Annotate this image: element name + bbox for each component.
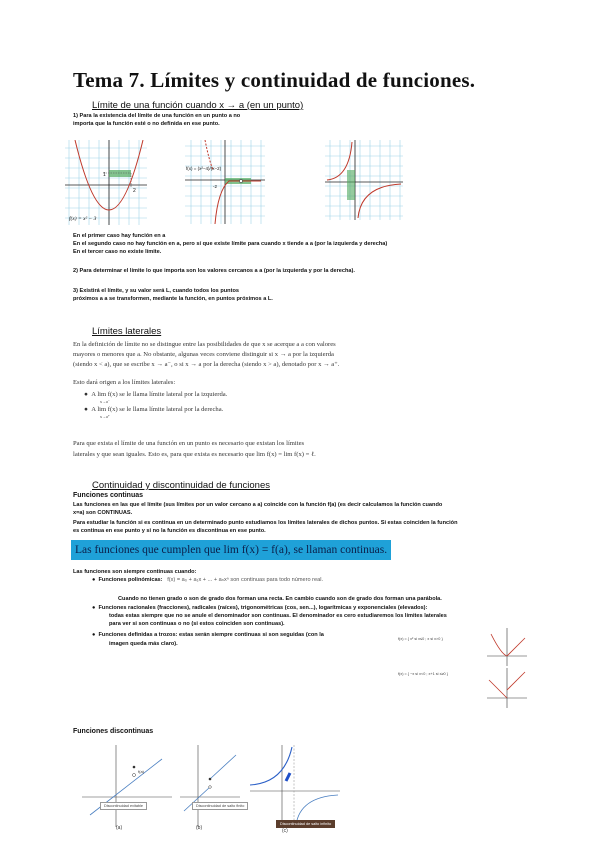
point-3-line-2: próximos a a se transformen, mediante la función, en puntos próximos a L. [73, 296, 273, 302]
graph2-tick-label: -2 [213, 184, 218, 189]
bullet-piecewise: ● Funciones definidas a trozos: estas serán siempre continuas si son seguidas (con la [92, 632, 324, 638]
piecewise-graph-1 [487, 628, 527, 666]
lateral-paragraph-3-line-1: Para que exista el límite de una función en un punto es necesario que existan los límites [73, 440, 305, 447]
piecewise-formula-2: f(x) = { −x si x<0 ; x+1 si x≥0 } [398, 672, 448, 676]
lateral-bullet-2: ● A lim f(x) se le llama límite lateral por la derecha. [84, 406, 224, 413]
fig-a-fx-label: f(a) [138, 769, 144, 774]
graph-parabola [65, 140, 147, 225]
bullet-polynomial: ● Funciones polinómicas: f(x) = a₀ + a₁x + ... + aₙxⁿ son continuas para todo número real. [92, 577, 324, 583]
case-line-2: En el segundo caso no hay función en a, pero sí que existe límite para cuando x tiende a a (por la izquierda y derecha) [73, 241, 388, 247]
page-title: Tema 7. Límites y continuidad de funciones. [73, 68, 476, 92]
lateral-paragraph-line-3: (siendo x < a), que se escribe x → a⁻, o si x → a por la derecha (siendo x > a), denotado por x → a⁺. [73, 361, 340, 368]
fig-c-label: Discontinuidad de salto infinito [276, 820, 335, 828]
continuity-line-4: es continua en ese punto y si no la función es discontinua en ese punto. [73, 528, 266, 534]
discontinuity-figure-b [180, 745, 240, 827]
fig-b-caption: (b) [196, 825, 203, 831]
graph1-function-label: f(x) = x² − 3 [69, 216, 97, 222]
intro-line-2: importa que la función esté o no definida en ese punto. [73, 121, 220, 127]
bullet-rational: ● Funciones racionales (fracciones), radicales (raíces), trigonométricas (cos, sen...), logarítmicas y exponenciales (elevados): [92, 605, 428, 611]
lateral-paragraph-3-line-2: laterales y que sean iguales. Esto es, para que exista es necesario que lim f(x) = lim f(x) = ℓ. [73, 451, 316, 458]
continuity-line-2: x=a) son CONTINUAS. [73, 510, 133, 516]
discontinuity-figure-c [250, 745, 340, 827]
piecewise-line-2: imagen queda más claro). [109, 641, 178, 647]
always-continuous-text: Las funciones son siempre continuas cuando: [73, 569, 197, 575]
case-line-1: En el primer caso hay función en a [73, 233, 166, 239]
piecewise-graph-2 [487, 668, 527, 708]
graph1-value-label: 1 [103, 172, 106, 178]
polynomial-extra: Cuando no tienen grado o son de grado dos forman una recta. En cambio cuando son de grado dos forman una parábola. [118, 596, 442, 602]
intro-line-1: 1) Para la existencia del límite de una función en un punto a no [73, 113, 241, 119]
fig-a-label: Discontinuidad evitable [100, 802, 147, 810]
section-heading-lateral-limits: Límites laterales [92, 326, 162, 337]
case-line-3: En el tercer caso no existe límite. [73, 249, 162, 255]
lateral-bullet-1-sub: x→a⁻ [100, 399, 110, 404]
continuity-highlight-box: Las funciones que cumplen que lim f(x) = f(a), se llaman continuas. [71, 540, 391, 560]
continuity-line-3: Para estudiar la función si es continua en un determinado punto estudiamos los límites laterales de dichos puntos. Si estas coinciden la función [73, 520, 458, 526]
subheading-continuous: Funciones continuas [73, 492, 144, 499]
discontinuity-figure-a [82, 745, 172, 827]
fig-c-caption: (c) [282, 828, 288, 834]
point-3-line-1: 3) Existirá el límite, y su valor será L, cuando todos los puntos [73, 288, 239, 294]
lateral-paragraph-line-2: mayores o menores que a. No obstante, algunas veces conviene distinguir si x → a por la izquierda [73, 351, 334, 358]
rational-line-3: para ver si son continuas o no (si estos coinciden son continuas). [109, 621, 285, 627]
section-heading-limit-point: Límite de una función cuando x → a (en un punto) [92, 100, 304, 111]
subheading-discontinuous: Funciones discontinuas [73, 728, 154, 735]
fig-b-label: Discontinuidad de salto finito [192, 802, 248, 810]
rational-line-2: todas estas siempre que no se anule el denominador son continuas. El denominador es cero estudiaremos los límites laterales [109, 613, 447, 619]
piecewise-formula-1: f(x) = { x² si x≤0 ; x si x>0 } [398, 637, 443, 641]
graph-asymptote [325, 140, 403, 220]
fig-a-caption: (a) [116, 825, 123, 831]
point-2-text: 2) Para determinar el límite lo que importa son los valores cercanos a a (por la izquierda y por la derecha). [73, 268, 355, 274]
section-heading-continuity: Continuidad y discontinuidad de funciones [92, 480, 270, 491]
graph-rational-hole [185, 140, 265, 224]
lateral-paragraph-line-1: En la definición de límite no se distingue entre las posibilidades de que x se acerque a a con valores [73, 341, 336, 348]
continuity-line-1: Las funciones en las que el límite (sus límites por un valor cercano a a) coincide con la función f(a) (es decir calculamos la función cuando [73, 502, 443, 508]
lateral-bullet-2-sub: x→a⁺ [100, 414, 110, 419]
graph1-tick-label: 2 [133, 188, 136, 194]
lateral-bullet-1: ● A lim f(x) se le llama límite lateral por la izquierda. [84, 391, 228, 398]
graph2-function-label: f(x) = (x²−4)/(x−2) [186, 166, 222, 171]
lateral-paragraph-2: Esto dará origen a los límites laterales: [73, 379, 176, 386]
